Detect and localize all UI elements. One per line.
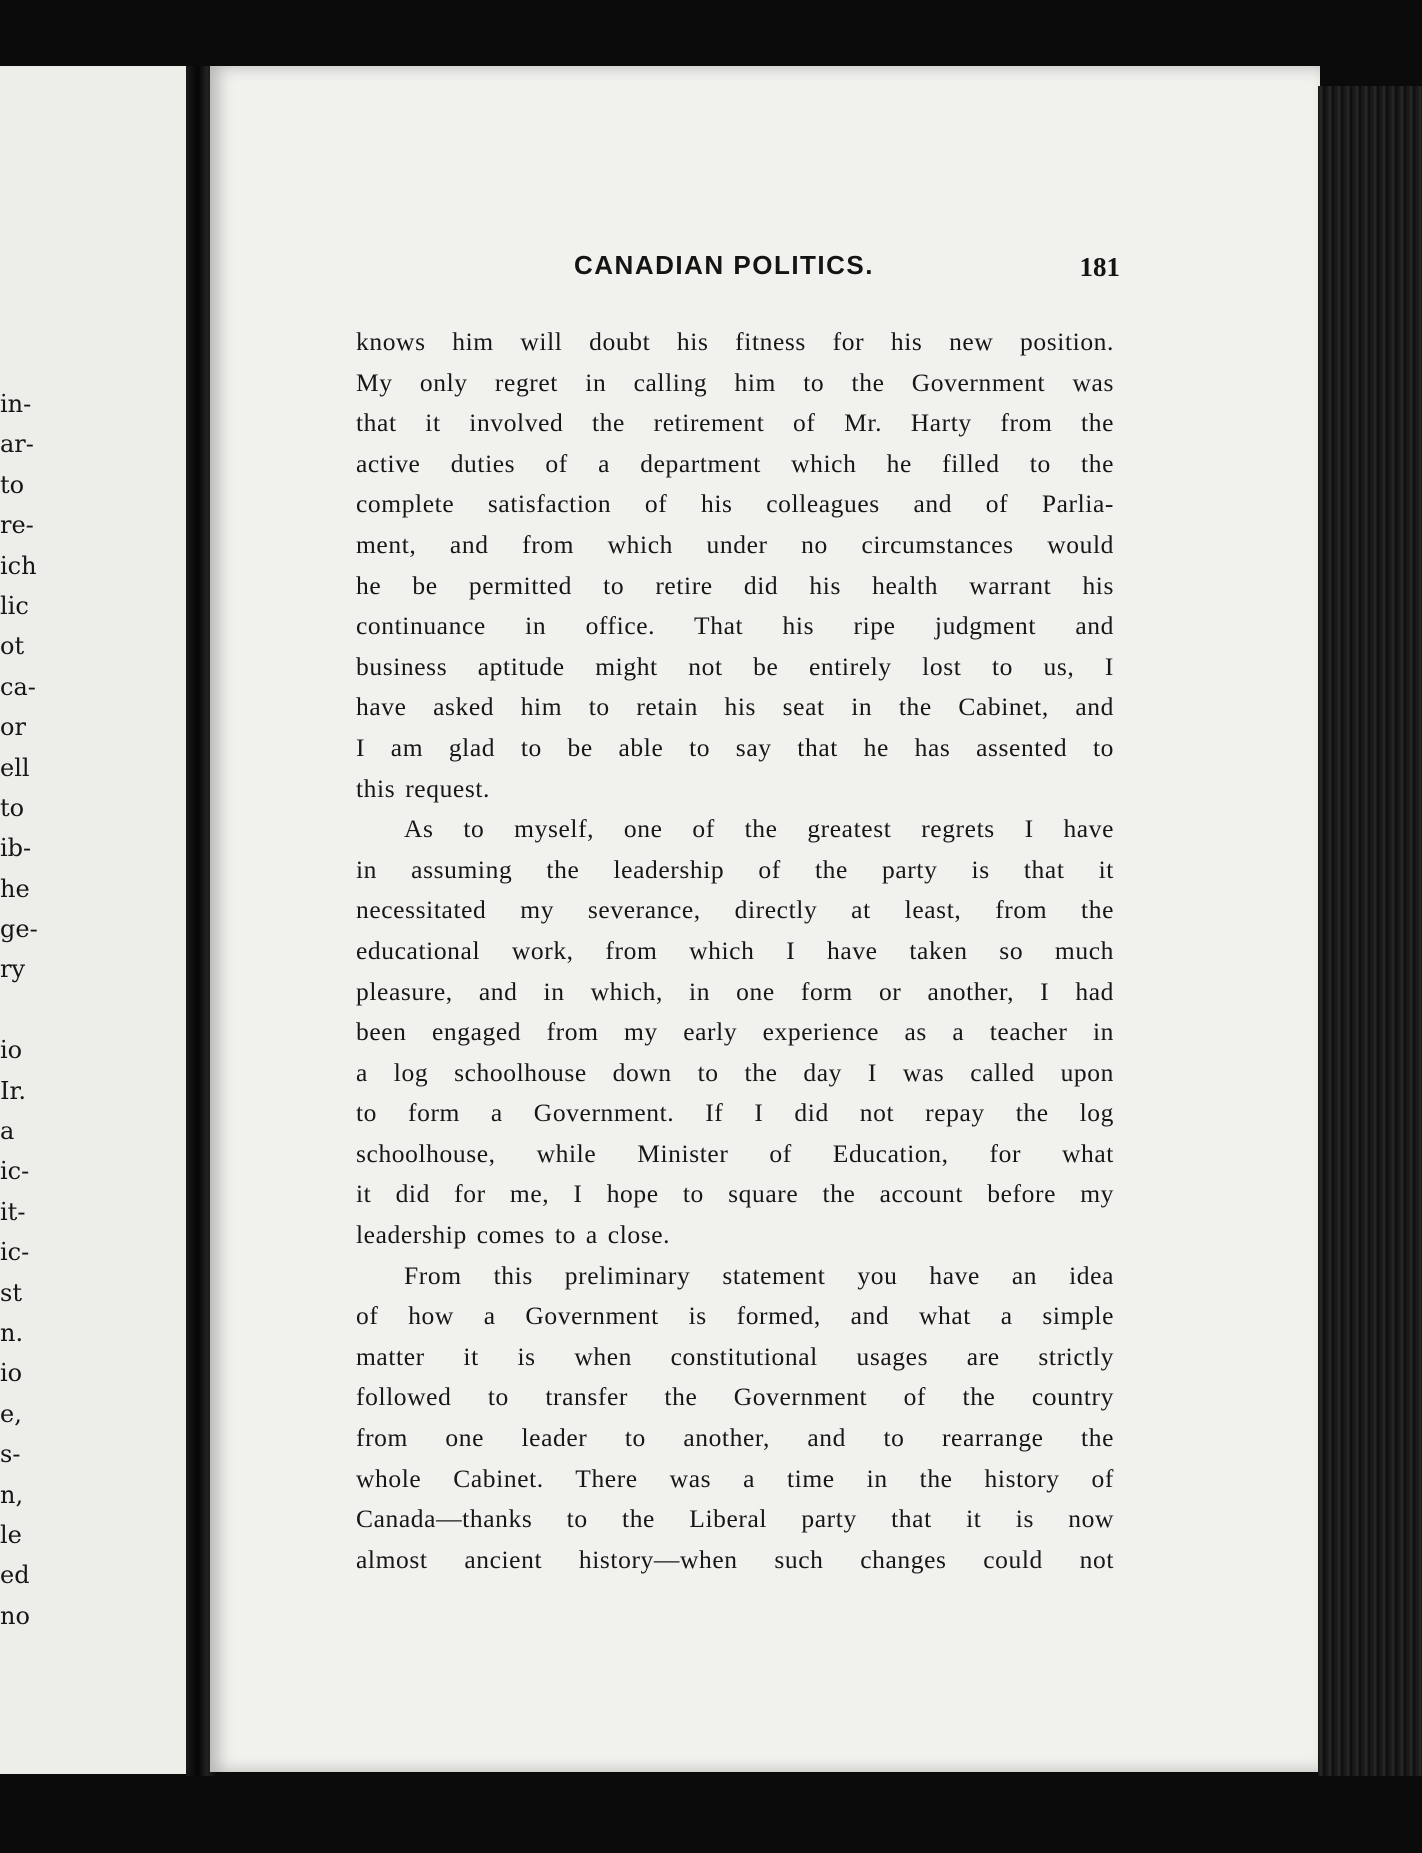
previous-page-line-ending: ge- — [0, 915, 38, 944]
text-line: I am glad to be able to say that he has assented to — [356, 732, 1114, 762]
page-body-text — [356, 322, 1114, 1580]
previous-page-line-ending: io — [0, 1036, 23, 1065]
previous-page-line-ending — [0, 990, 60, 1030]
text-line: continuance in office. That his ripe judgment and — [356, 611, 1114, 641]
previous-page-line-ending: ic- — [0, 1157, 30, 1186]
previous-page-line-ending: ed — [0, 1561, 30, 1590]
text-line: been engaged from my early experience as a teacher in — [356, 1017, 1114, 1047]
previous-page-line-ending: ot — [0, 632, 25, 661]
running-head — [360, 250, 1120, 290]
text-line: ment, and from which under no circumstances would — [356, 529, 1114, 559]
text-line: necessitated my severance, directly at least, from the — [356, 895, 1114, 925]
previous-page-line-ending: st — [0, 1278, 22, 1307]
text-line: he be permitted to retire did his health warrant his — [356, 570, 1114, 600]
text-line: this request. — [356, 773, 491, 803]
text-line: matter it is when constitutional usages are strictly — [356, 1341, 1114, 1371]
text-line: schoolhouse, while Minister of Education, for what — [356, 1138, 1114, 1168]
previous-page-line-ending: ic- — [0, 1238, 30, 1267]
text-line: leadership comes to a close. — [356, 1220, 671, 1250]
text-line: pleasure, and in which, in one form or another, I had — [356, 976, 1114, 1006]
text-line: My only regret in calling him to the Government was — [356, 367, 1114, 397]
previous-page-line-ending: no — [0, 1601, 30, 1630]
text-line: Canada—thanks to the Liberal party that it is now — [356, 1504, 1114, 1534]
text-line: From this preliminary statement you have an idea — [404, 1260, 1114, 1290]
text-line: As to myself, one of the greatest regrets I have — [404, 814, 1114, 844]
previous-page-line-ending: it- — [0, 1197, 26, 1226]
text-line: to form a Government. If I did not repay the log — [356, 1098, 1114, 1128]
previous-page-line-ending: to — [0, 470, 25, 499]
text-line: complete satisfaction of his colleagues and of Parlia- — [356, 489, 1114, 519]
previous-page-line-ending: in- — [0, 390, 32, 418]
text-line: almost ancient history—when such changes could not — [356, 1544, 1114, 1574]
previous-page-line-ending: re- — [0, 511, 34, 540]
previous-page-line-ending: ich — [0, 551, 37, 580]
text-line: whole Cabinet. There was a time in the history of — [356, 1463, 1114, 1493]
text-line: knows him will doubt his fitness for his new position. — [356, 327, 1114, 356]
previous-page-fragment — [0, 66, 186, 1774]
running-title: CANADIAN POLITICS. — [574, 250, 874, 280]
previous-page-line-ending: ca- — [0, 672, 36, 701]
page-number: 181 — [1079, 252, 1120, 282]
previous-page-line-ending: lic — [0, 591, 29, 620]
previous-page-line-ending: ar- — [0, 430, 34, 459]
previous-page-line-ending: io — [0, 1359, 23, 1388]
previous-page-line-ending: s- — [0, 1440, 21, 1469]
paragraph — [356, 1256, 1114, 1581]
text-line: educational work, from which I have taken so much — [356, 935, 1114, 965]
text-line: it did for me, I hope to square the account before my — [356, 1179, 1114, 1209]
previous-page-line-ending: ell — [0, 753, 30, 782]
text-line: from one leader to another, and to rearrange the — [356, 1423, 1114, 1453]
previous-page-line-ending: he — [0, 874, 30, 903]
text-line: of how a Government is formed, and what a simple — [356, 1301, 1114, 1331]
previous-page-line-ending: a — [0, 1117, 15, 1146]
paragraph — [356, 809, 1114, 1256]
book-binding-edge — [1318, 86, 1422, 1776]
text-line: that it involved the retirement of Mr. Harty from the — [356, 408, 1114, 438]
previous-page-line-ending: to — [0, 793, 25, 822]
previous-page-line-ending: ib- — [0, 834, 32, 863]
previous-page-line-ending: or — [0, 713, 26, 742]
previous-page-line-endings — [0, 384, 60, 1636]
previous-page-line-ending: ry — [0, 955, 26, 984]
previous-page-line-ending: Ir. — [0, 1076, 26, 1105]
paragraph — [356, 322, 1114, 809]
text-line: active duties of a department which he filled to the — [356, 448, 1114, 478]
previous-page-line-ending: le — [0, 1520, 22, 1549]
text-line: business aptitude might not be entirely lost to us, I — [356, 651, 1114, 681]
text-line: followed to transfer the Government of the country — [356, 1382, 1114, 1412]
text-line: have asked him to retain his seat in the Cabinet, and — [356, 692, 1114, 722]
previous-page-line-ending: e, — [0, 1399, 22, 1428]
previous-page-line-ending: n, — [0, 1480, 24, 1509]
previous-page-line-ending: n. — [0, 1318, 24, 1347]
text-line: a log schoolhouse down to the day I was called upon — [356, 1057, 1114, 1087]
text-line: in assuming the leadership of the party is that it — [356, 854, 1114, 884]
